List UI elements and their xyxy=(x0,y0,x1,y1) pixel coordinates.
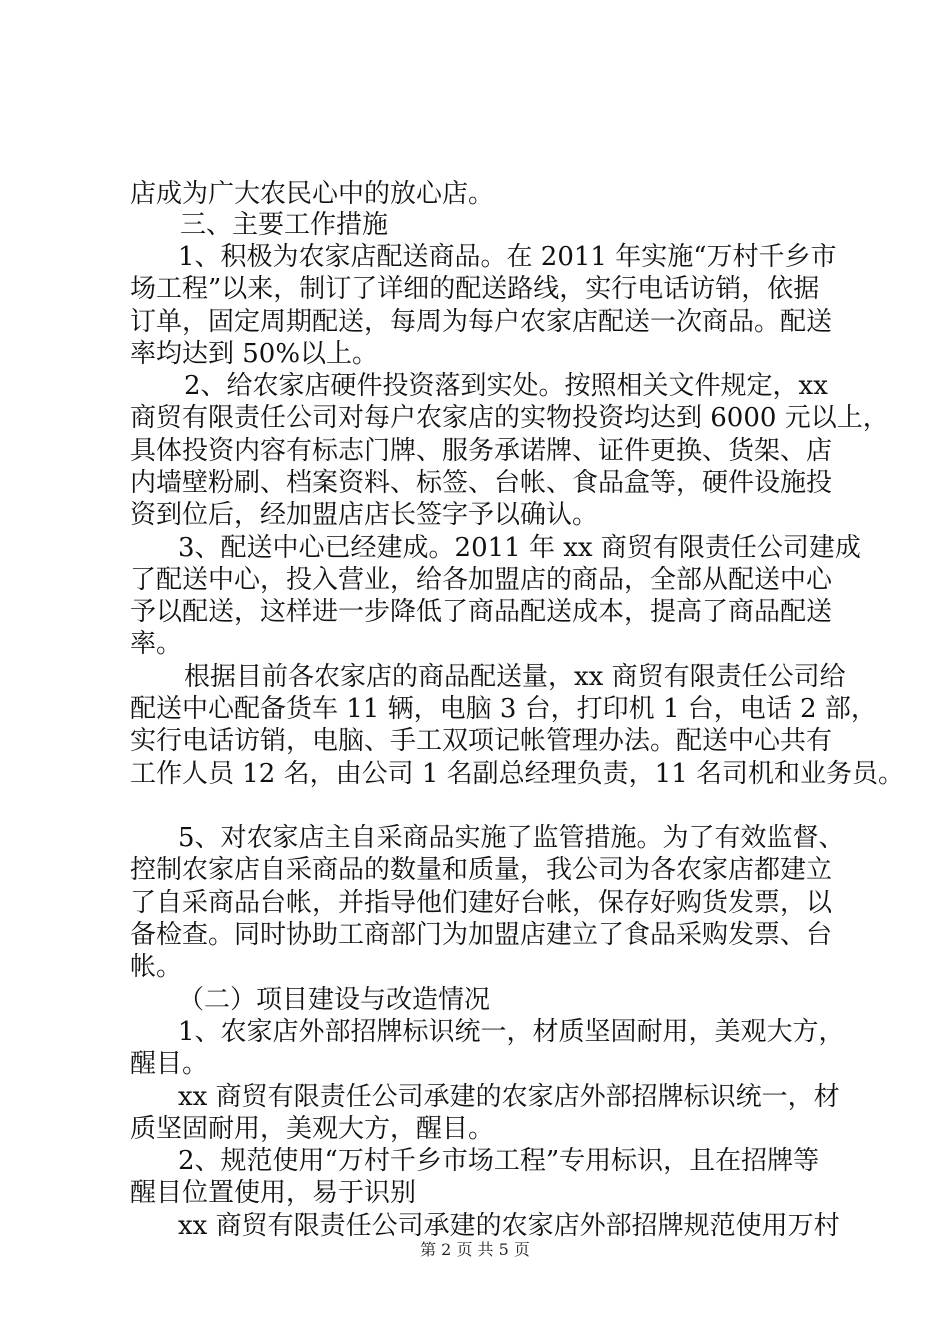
text-line: 了配送中心，投入营业，给各加盟店的商品，全部从配送中心 xyxy=(130,565,833,595)
text-line: 控制农家店自采商品的数量和质量，我公司为各农家店都建立 xyxy=(130,855,833,885)
text-line: 率均达到 50%以上。 xyxy=(130,339,379,369)
text-line: 2、给农家店硬件投资落到实处。按照相关文件规定，xx xyxy=(184,371,828,401)
text-line: 率。 xyxy=(130,629,183,659)
text-line: 醒目。 xyxy=(130,1049,209,1079)
text-line: 帐。 xyxy=(130,952,183,982)
text-line: 质坚固耐用，美观大方，醒目。 xyxy=(130,1114,495,1144)
text-line: 店成为广大农民心中的放心店。 xyxy=(130,179,495,209)
text-line: 具体投资内容有标志门牌、服务承诺牌、证件更换、货架、店 xyxy=(130,436,833,466)
text-line: 场工程”以来，制订了详细的配送路线，实行电话访销，依据 xyxy=(130,274,820,304)
text-line: 工作人员 12 名，由公司 1 名副总经理负责，11 名司机和业务员。 xyxy=(130,759,905,789)
text-line: 实行电话访销，电脑、手工双项记帐管理办法。配送中心共有 xyxy=(130,726,833,756)
text-line: 1、积极为农家店配送商品。在 2011 年实施“万村千乡市 xyxy=(178,242,837,272)
text-line: 3、配送中心已经建成。2011 年 xx 商贸有限责任公司建成 xyxy=(178,533,861,563)
text-line: 资到位后，经加盟店店长签字予以确认。 xyxy=(130,500,599,530)
page-number: 第 2 页 共 5 页 xyxy=(420,1240,530,1259)
text-line: 2、规范使用“万村千乡市场工程”专用标识，且在招牌等 xyxy=(178,1146,820,1176)
text-line: 予以配送，这样进一步降低了商品配送成本，提高了商品配送 xyxy=(130,597,833,627)
text-line: xx 商贸有限责任公司承建的农家店外部招牌标识统一，材 xyxy=(178,1082,840,1112)
text-line: 5、对农家店主自采商品实施了监管措施。为了有效监督、 xyxy=(178,823,845,853)
text-line: 1、农家店外部招牌标识统一，材质坚固耐用，美观大方， xyxy=(178,1017,845,1047)
text-line: 根据目前各农家店的商品配送量，xx 商贸有限责任公司给 xyxy=(184,662,846,692)
text-line: 备检查。同时协助工商部门为加盟店建立了食品采购发票、台 xyxy=(130,920,833,950)
text-line: 了自采商品台帐，并指导他们建好台帐，保存好购货发票，以 xyxy=(130,888,833,918)
text-line: xx 商贸有限责任公司承建的农家店外部招牌规范使用万村 xyxy=(178,1211,840,1241)
section-heading: （二）项目建设与改造情况 xyxy=(178,985,491,1015)
text-line: 商贸有限责任公司对每户农家店的实物投资均达到 6000 元以上， xyxy=(130,403,889,433)
text-line: 醒目位置使用，易于识别 xyxy=(130,1178,417,1208)
section-heading: 三、主要工作措施 xyxy=(180,210,389,240)
text-line: 内墙壁粉刷、档案资料、标签、台帐、食品盒等，硬件设施投 xyxy=(130,468,833,498)
text-line: 订单，固定周期配送，每周为每户农家店配送一次商品。配送 xyxy=(130,307,833,337)
text-line: 配送中心配备货车 11 辆，电脑 3 台，打印机 1 台，电话 2 部， xyxy=(130,694,877,724)
